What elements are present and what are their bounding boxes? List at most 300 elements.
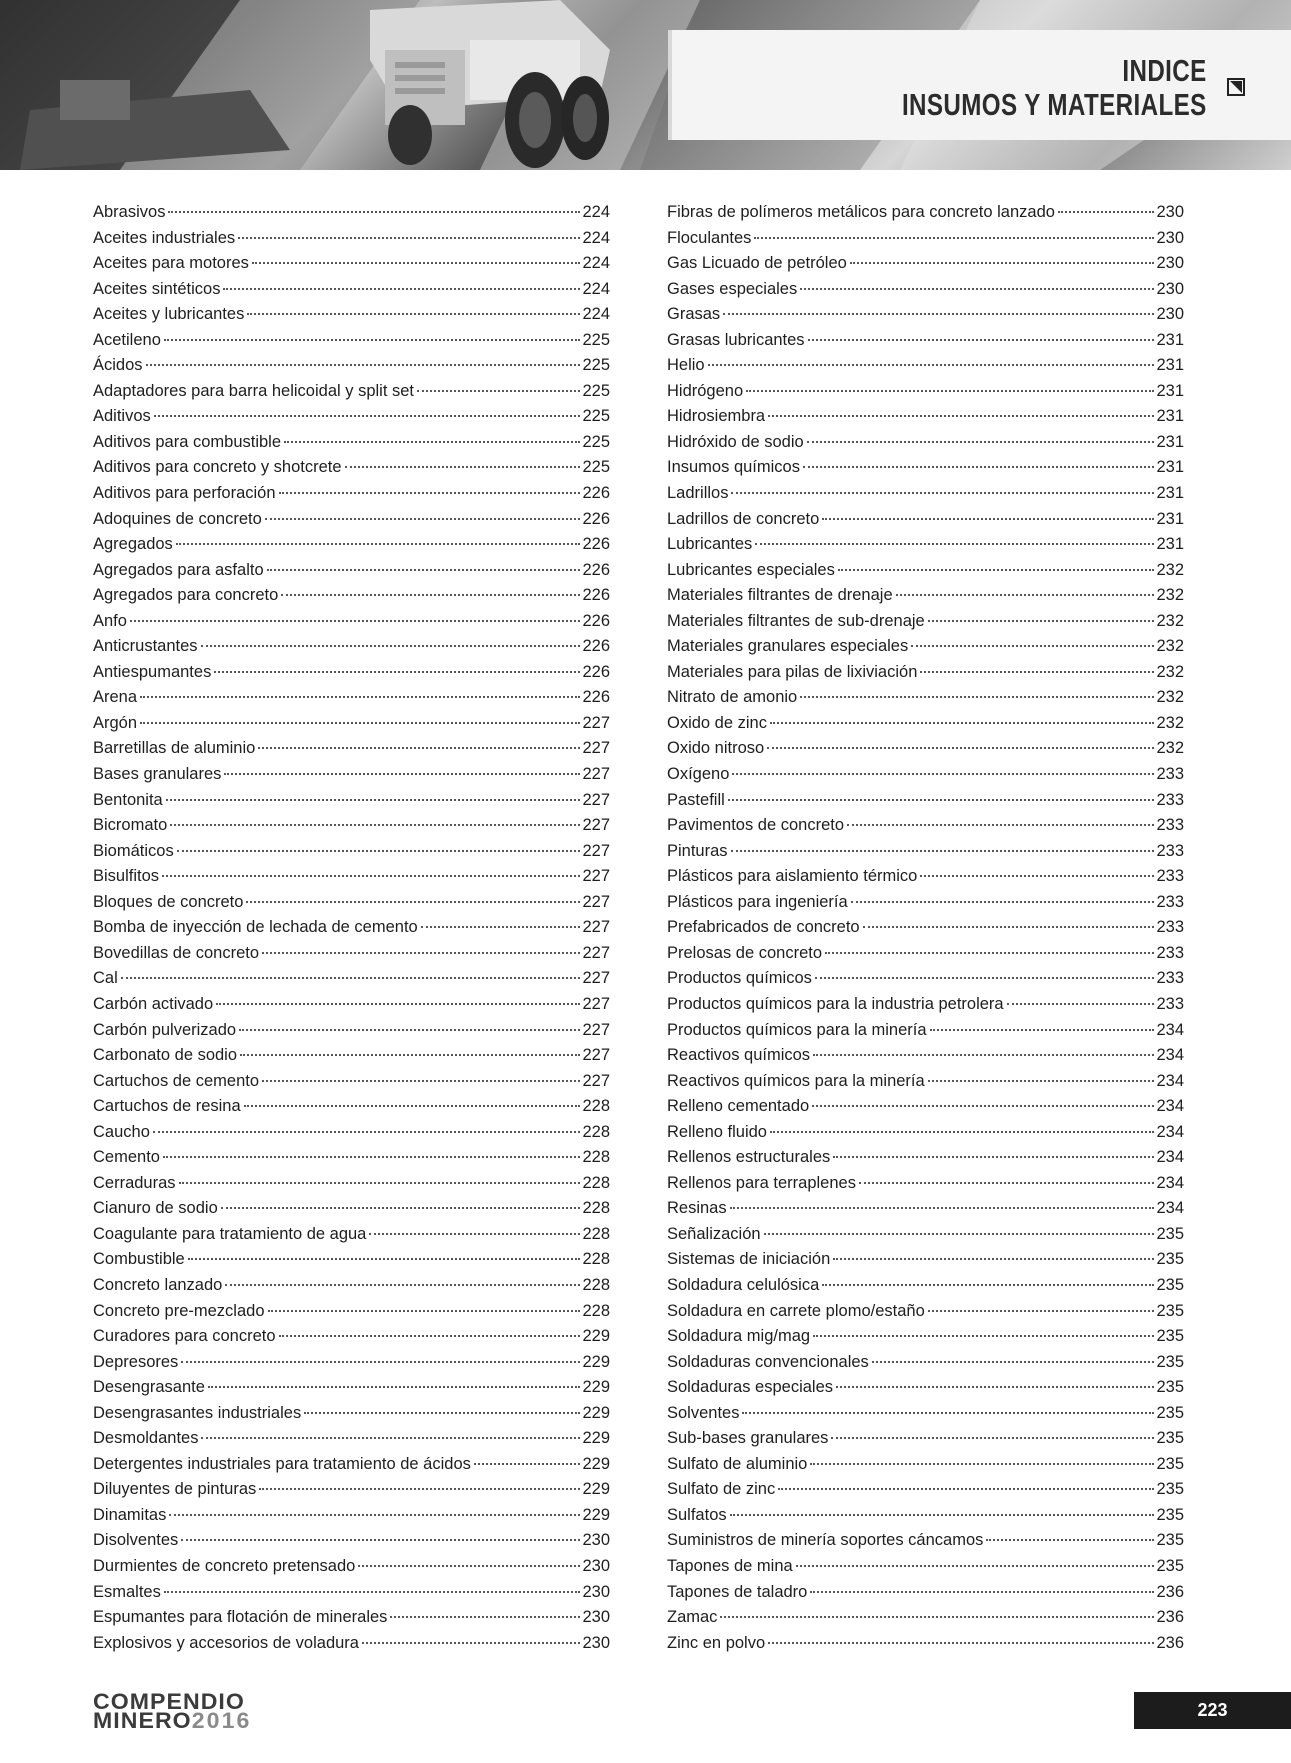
entry-name: Bases granulares: [93, 765, 222, 784]
dot-leader: [162, 875, 580, 877]
dot-leader: [246, 901, 580, 903]
entry-page-number: 229: [582, 1327, 610, 1346]
dot-leader: [767, 747, 1154, 749]
entry-name: Relleno fluido: [667, 1122, 767, 1141]
index-entry: [667, 404, 1184, 430]
index-entry: [667, 277, 1184, 303]
entry-name: Ácidos: [93, 356, 143, 375]
entry-name: Sulfatos: [667, 1505, 727, 1524]
entry-name: Sulfato de zinc: [667, 1480, 776, 1499]
dot-leader: [223, 288, 580, 290]
index-entry: [93, 1503, 610, 1529]
entry-page-number: 226: [582, 560, 610, 579]
index-entry: [93, 1299, 610, 1325]
entry-page-number: 227: [582, 1020, 610, 1039]
entry-page-number: 225: [582, 458, 610, 477]
entry-page-number: 225: [582, 407, 610, 426]
entry-page-number: 225: [582, 330, 610, 349]
entry-name: Floculantes: [667, 228, 752, 247]
index-entry: [93, 1426, 610, 1452]
entry-page-number: 230: [1156, 203, 1184, 221]
entry-page-number: 235: [1156, 1327, 1184, 1346]
index-entry: [93, 762, 610, 788]
entry-name: Sulfato de aluminio: [667, 1454, 808, 1473]
index-entry: [667, 1299, 1184, 1325]
header-banner: [0, 0, 1291, 170]
entry-name: Arena: [93, 688, 138, 707]
dot-leader: [265, 518, 581, 520]
index-entry: [93, 1375, 610, 1401]
entry-page-number: 235: [1156, 1352, 1184, 1371]
dot-leader: [258, 747, 580, 749]
entry-name: Zamac: [667, 1608, 718, 1627]
entry-page-number: 235: [1156, 1480, 1184, 1499]
index-entry: [93, 328, 610, 354]
dot-leader: [417, 390, 580, 392]
entry-name: Bovedillas de concreto: [93, 943, 260, 962]
entry-page-number: 229: [582, 1352, 610, 1371]
dot-leader: [863, 926, 1155, 928]
index-entry: [93, 1554, 610, 1580]
dot-leader: [731, 850, 1155, 852]
entry-page-number: 226: [582, 688, 610, 707]
index-entry: [667, 634, 1184, 660]
index-entry: [667, 915, 1184, 941]
entry-name: Soldadura en carrete plomo/estaño: [667, 1301, 925, 1320]
entry-name: Tapones de mina: [667, 1556, 793, 1575]
entry-name: Caucho: [93, 1122, 150, 1141]
entry-name: Esmaltes: [93, 1582, 161, 1601]
dot-leader: [872, 1361, 1155, 1363]
index-entry: [93, 1120, 610, 1146]
dot-leader: [808, 339, 1155, 341]
entry-page-number: 231: [1156, 330, 1184, 349]
entry-page-number: 235: [1156, 1531, 1184, 1550]
entry-name: Desmoldantes: [93, 1429, 199, 1448]
title-line-insumos: INSUMOS Y MATERIALES: [902, 87, 1207, 122]
index-entry: [667, 1120, 1184, 1146]
entry-name: Reactivos químicos: [667, 1046, 811, 1065]
dot-leader: [928, 1080, 1155, 1082]
entry-page-number: 224: [582, 279, 610, 298]
dot-leader: [859, 1182, 1155, 1184]
index-entry: [667, 1375, 1184, 1401]
index-entry: [667, 1401, 1184, 1427]
entry-name: Fibras de polímeros metálicos para concreto lanzado: [667, 203, 1055, 221]
entry-page-number: 232: [1156, 586, 1184, 605]
dot-leader: [928, 1310, 1155, 1312]
index-entry: [93, 277, 610, 303]
entry-name: Aceites para motores: [93, 254, 249, 273]
entry-name: Aditivos para combustible: [93, 432, 282, 451]
entry-page-number: 229: [582, 1505, 610, 1524]
entry-page-number: 232: [1156, 637, 1184, 656]
entry-name: Agregados: [93, 535, 173, 554]
entry-page-number: 230: [1156, 254, 1184, 273]
entry-page-number: 230: [582, 1582, 610, 1601]
entry-name: Bisulfitos: [93, 867, 160, 886]
dot-leader: [238, 237, 580, 239]
entry-name: Oxido nitroso: [667, 739, 765, 758]
dot-leader: [850, 262, 1155, 264]
index-entry: [93, 404, 610, 430]
dot-leader: [176, 543, 581, 545]
entry-name: Insumos químicos: [667, 458, 800, 477]
dot-leader: [362, 1642, 581, 1644]
page-title: [902, 54, 1207, 122]
dot-leader: [746, 390, 1154, 392]
index-entry: [93, 1043, 610, 1069]
entry-page-number: 233: [1156, 994, 1184, 1013]
entry-page-number: 228: [582, 1097, 610, 1116]
index-entry: [93, 736, 610, 762]
index-entry: [667, 1631, 1184, 1657]
dot-leader: [755, 543, 1154, 545]
dot-leader: [224, 773, 580, 775]
entry-name: Argón: [93, 713, 138, 732]
entry-name: Coagulante para tratamiento de agua: [93, 1224, 367, 1243]
entry-page-number: 235: [1156, 1301, 1184, 1320]
index-entry: [93, 430, 610, 456]
entry-page-number: 234: [1156, 1020, 1184, 1039]
dot-leader: [803, 466, 1155, 468]
index-entry: [667, 1069, 1184, 1095]
index-entry: [93, 1631, 610, 1657]
dot-leader: [825, 952, 1154, 954]
dot-leader: [474, 1463, 581, 1465]
dot-leader: [304, 1412, 580, 1414]
index-entry: [93, 813, 610, 839]
entry-page-number: 235: [1156, 1429, 1184, 1448]
entry-name: Barretillas de aluminio: [93, 739, 256, 758]
entry-name: Agregados para concreto: [93, 586, 279, 605]
index-entry: [667, 583, 1184, 609]
dot-leader: [281, 594, 580, 596]
index-entry: [93, 379, 610, 405]
entry-name: Dinamitas: [93, 1505, 167, 1524]
dot-leader: [390, 1616, 580, 1618]
dot-leader: [262, 952, 580, 954]
index-entry: [667, 302, 1184, 328]
index-entry: [667, 941, 1184, 967]
index-entry: [93, 890, 610, 916]
index-entry: [667, 1145, 1184, 1171]
index-entry: [667, 992, 1184, 1018]
entry-name: Bloques de concreto: [93, 892, 244, 911]
index-entry: [667, 1043, 1184, 1069]
entry-page-number: 226: [582, 611, 610, 630]
entry-name: Rellenos para terraplenes: [667, 1173, 856, 1192]
index-entry: [93, 1145, 610, 1171]
dot-leader: [838, 569, 1155, 571]
entry-name: Sub-bases granulares: [667, 1429, 829, 1448]
entry-page-number: 230: [582, 1556, 610, 1575]
entry-name: Desengrasante: [93, 1378, 205, 1397]
entry-page-number: 227: [582, 739, 610, 758]
index-entry: [667, 1350, 1184, 1376]
index-entry: [667, 890, 1184, 916]
index-entry: [667, 1018, 1184, 1044]
index-entry: [667, 1171, 1184, 1197]
entry-page-number: 228: [582, 1275, 610, 1294]
entry-name: Explosivos y accesorios de voladura: [93, 1633, 359, 1652]
entry-page-number: 228: [582, 1199, 610, 1218]
entry-page-number: 231: [1156, 356, 1184, 375]
dot-leader: [369, 1233, 580, 1235]
entry-page-number: 230: [582, 1531, 610, 1550]
index-entry: [93, 251, 610, 277]
entry-name: Acetileno: [93, 330, 161, 349]
entry-name: Productos químicos: [667, 969, 812, 988]
entry-page-number: 233: [1156, 943, 1184, 962]
entry-name: Cianuro de sodio: [93, 1199, 218, 1218]
entry-page-number: 227: [582, 994, 610, 1013]
entry-name: Diluyentes de pinturas: [93, 1480, 257, 1499]
entry-page-number: 233: [1156, 969, 1184, 988]
entry-name: Disolventes: [93, 1531, 179, 1550]
entry-name: Bicromato: [93, 816, 168, 835]
index-entry: [667, 864, 1184, 890]
entry-page-number: 231: [1156, 509, 1184, 528]
entry-page-number: 234: [1156, 1122, 1184, 1141]
dot-leader: [800, 696, 1154, 698]
entry-page-number: 230: [582, 1608, 610, 1627]
index-entry: [93, 302, 610, 328]
entry-page-number: 224: [582, 305, 610, 324]
entry-name: Hidrosiembra: [667, 407, 766, 426]
entry-page-number: 236: [1156, 1608, 1184, 1627]
dot-leader: [720, 1616, 1154, 1618]
index-column-left: [93, 200, 610, 1656]
dot-leader: [896, 594, 1155, 596]
entry-page-number: 230: [1156, 305, 1184, 324]
dot-leader: [262, 1080, 580, 1082]
entry-page-number: 228: [582, 1224, 610, 1243]
entry-page-number: 234: [1156, 1173, 1184, 1192]
entry-name: Materiales filtrantes de sub-drenaje: [667, 611, 925, 630]
index-entry: [667, 839, 1184, 865]
dot-leader: [421, 926, 581, 928]
entry-page-number: 234: [1156, 1097, 1184, 1116]
entry-name: Suministros de minería soportes cáncamos: [667, 1531, 984, 1550]
entry-page-number: 233: [1156, 918, 1184, 937]
entry-page-number: 227: [582, 918, 610, 937]
entry-name: Soldaduras convencionales: [667, 1352, 869, 1371]
index-entry: [667, 813, 1184, 839]
entry-page-number: 232: [1156, 739, 1184, 758]
dot-leader: [164, 1591, 581, 1593]
index-entry: [93, 685, 610, 711]
entry-name: Materiales filtrantes de drenaje: [667, 586, 893, 605]
index-entry: [667, 1580, 1184, 1606]
index-entry: [667, 1554, 1184, 1580]
entry-page-number: 229: [582, 1454, 610, 1473]
index-entry: [93, 1069, 610, 1095]
dot-leader: [728, 799, 1155, 801]
index-entry: [667, 660, 1184, 686]
index-entry: [93, 532, 610, 558]
dot-leader: [833, 1258, 1154, 1260]
dot-leader: [140, 696, 580, 698]
entry-page-number: 232: [1156, 688, 1184, 707]
index-entry: [667, 711, 1184, 737]
entry-name: Lubricantes especiales: [667, 560, 835, 579]
entry-name: Oxígeno: [667, 765, 730, 784]
dot-leader: [723, 313, 1154, 315]
entry-page-number: 225: [582, 356, 610, 375]
entry-name: Aditivos para concreto y shotcrete: [93, 458, 342, 477]
index-entry: [93, 839, 610, 865]
entry-page-number: 232: [1156, 662, 1184, 681]
entry-page-number: 233: [1156, 867, 1184, 886]
dot-leader: [259, 1488, 580, 1490]
dot-leader: [754, 237, 1154, 239]
entry-page-number: 231: [1156, 432, 1184, 451]
entry-name: Grasas lubricantes: [667, 330, 805, 349]
index-entry: [93, 583, 610, 609]
logo-line-compendio: COMPENDIO: [93, 1689, 245, 1714]
index-entry: [667, 1324, 1184, 1350]
index-entry: [93, 788, 610, 814]
dot-leader: [216, 1003, 580, 1005]
index-column-right: [667, 200, 1184, 1656]
index-entry: [93, 660, 610, 686]
index-entry: [93, 1605, 610, 1631]
dot-leader: [140, 722, 580, 724]
entry-page-number: 231: [1156, 535, 1184, 554]
entry-name: Abrasivos: [93, 203, 166, 221]
index-entry: [667, 762, 1184, 788]
index-entry: [667, 430, 1184, 456]
entry-name: Hidróxido de sodio: [667, 432, 804, 451]
entry-page-number: 230: [582, 1633, 610, 1652]
dot-leader: [181, 1361, 580, 1363]
entry-page-number: 227: [582, 969, 610, 988]
dot-leader: [130, 620, 581, 622]
index-entry: [93, 711, 610, 737]
index-entry: [93, 1477, 610, 1503]
dot-leader: [179, 1182, 581, 1184]
entry-name: Helio: [667, 356, 705, 375]
dot-leader: [730, 1514, 1155, 1516]
entry-name: Espumantes para flotación de minerales: [93, 1608, 388, 1627]
entry-name: Grasas: [667, 305, 721, 324]
entry-page-number: 235: [1156, 1275, 1184, 1294]
dot-leader: [986, 1539, 1154, 1541]
entry-page-number: 227: [582, 1071, 610, 1090]
dot-leader: [810, 1463, 1154, 1465]
index-entry: [93, 864, 610, 890]
dot-leader: [815, 977, 1155, 979]
entry-page-number: 227: [582, 765, 610, 784]
title-panel: [668, 30, 1291, 140]
entry-name: Cerraduras: [93, 1173, 176, 1192]
dot-leader: [164, 339, 581, 341]
entry-page-number: 231: [1156, 381, 1184, 400]
entry-name: Detergentes industriales para tratamiento de ácidos: [93, 1454, 471, 1473]
entry-page-number: 228: [582, 1122, 610, 1141]
entry-page-number: 229: [582, 1480, 610, 1499]
dot-leader: [810, 1591, 1154, 1593]
dot-leader: [822, 1284, 1154, 1286]
dot-leader: [833, 1156, 1154, 1158]
index-entry: [93, 1324, 610, 1350]
entry-page-number: 230: [1156, 228, 1184, 247]
dot-leader: [345, 466, 581, 468]
entry-name: Soldadura mig/mag: [667, 1327, 811, 1346]
entry-page-number: 226: [582, 637, 610, 656]
entry-name: Lubricantes: [667, 535, 753, 554]
dot-leader: [920, 671, 1154, 673]
index-entry: [93, 200, 610, 226]
index-entry: [93, 634, 610, 660]
entry-page-number: 236: [1156, 1582, 1184, 1601]
entry-page-number: 232: [1156, 560, 1184, 579]
index-entry: [93, 1171, 610, 1197]
entry-name: Concreto pre-mezclado: [93, 1301, 265, 1320]
index-entry: [667, 328, 1184, 354]
entry-name: Materiales granulares especiales: [667, 637, 909, 656]
index-entry: [93, 507, 610, 533]
entry-page-number: 233: [1156, 765, 1184, 784]
dot-leader: [284, 441, 580, 443]
index-entry: [667, 1503, 1184, 1529]
dot-leader: [188, 1258, 581, 1260]
entry-name: Sistemas de iniciación: [667, 1250, 831, 1269]
entry-page-number: 228: [582, 1173, 610, 1192]
index-entry: [93, 1452, 610, 1478]
entry-name: Curadores para concreto: [93, 1327, 276, 1346]
index-entry: [93, 226, 610, 252]
index-entry: [93, 1094, 610, 1120]
dot-leader: [930, 1029, 1155, 1031]
logo-word-minero: MINERO: [93, 1708, 192, 1733]
index-entry: [667, 609, 1184, 635]
entry-page-number: 227: [582, 816, 610, 835]
entry-name: Productos químicos para la minería: [667, 1020, 927, 1039]
index-entry: [93, 1247, 610, 1273]
entry-name: Agregados para asfalto: [93, 560, 264, 579]
index-entry: [93, 455, 610, 481]
entry-name: Cartuchos de cemento: [93, 1071, 260, 1090]
entry-name: Solventes: [667, 1403, 740, 1422]
dot-leader: [928, 620, 1155, 622]
index-entry: [667, 251, 1184, 277]
dot-leader: [201, 1437, 580, 1439]
entry-name: Cal: [93, 969, 118, 988]
dot-leader: [812, 1105, 1154, 1107]
entry-page-number: 227: [582, 892, 610, 911]
entry-page-number: 225: [582, 432, 610, 451]
title-line-indice: INDICE: [1122, 53, 1207, 88]
entry-page-number: 228: [582, 1301, 610, 1320]
entry-page-number: 233: [1156, 790, 1184, 809]
index-entry: [667, 1222, 1184, 1248]
dot-leader: [731, 492, 1154, 494]
index-entry: [93, 915, 610, 941]
entry-page-number: 226: [582, 509, 610, 528]
index-entry: [667, 736, 1184, 762]
dot-leader: [163, 1156, 581, 1158]
dot-leader: [252, 262, 581, 264]
dot-leader: [764, 1233, 1155, 1235]
entry-page-number: 227: [582, 1046, 610, 1065]
entry-name: Gases especiales: [667, 279, 798, 298]
dot-leader: [770, 722, 1155, 724]
dot-leader: [221, 1207, 581, 1209]
index-entry: [667, 353, 1184, 379]
entry-name: Pinturas: [667, 841, 728, 860]
